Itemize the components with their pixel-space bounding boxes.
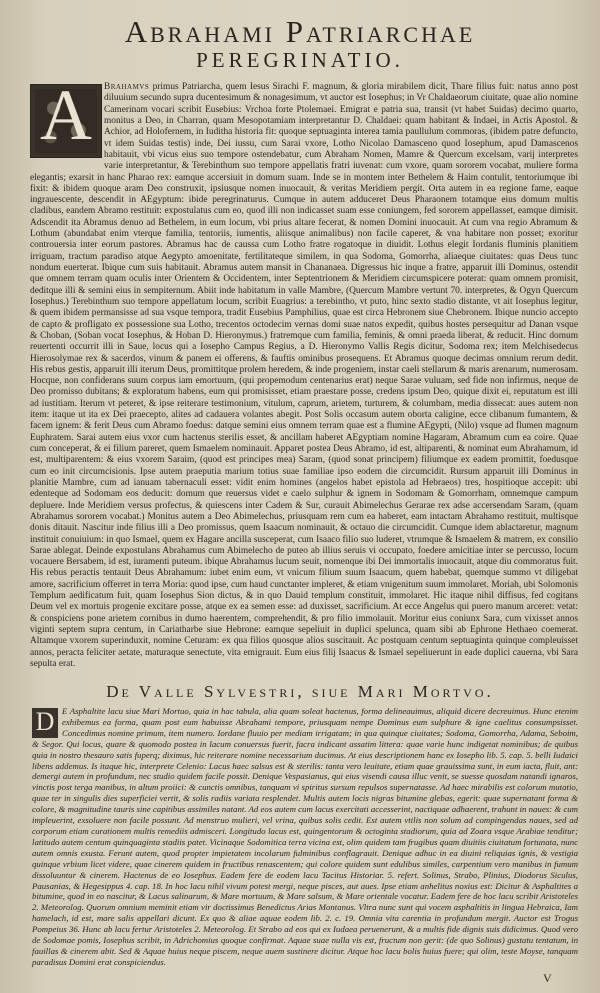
initial-letter-d: D xyxy=(35,707,55,736)
initial-spacer xyxy=(30,82,104,162)
signature-mark: V xyxy=(543,971,552,985)
page-title: Abrahami Patriarchae xyxy=(124,14,476,49)
body-paragraph: primus Patriarcha, quem Iesus Sirachi F. magnum, & gloria mirabilem dicit, Thare filius fuit: natus anno post diluuium secundo supra ducentesimum & nonagesimum, vt auctor est Iosephus; in Vr Chaldaeorum ciuitate, quae alio nomine Camerinam vocari scribit Eusebius: Vrchoa forte Ptolemaei. Emigrat e patria sua, transit (vt habet Suidas) decimo quarto, monitus a Deo, in Charran, quam Mesopotamiam interpretantur D. Chaldaei: quam habitant & Indaei, in Actis Apostol. & Achior, ad Holofernem, in Iuditha historia fit: quoque septuaginta interea tamia paullulum commoras, (ibidem patre defuncto, vt idem Suidas testis) inde, Dei iussu, cum Sarai vxore, Lotho Nicolao Damasceno quod Iosephum, apud Damascenos habitauit, vbi vicus eius suo tempore ostendebatur, cum Abraham Nomen, Mamre & Quercum excelsam, varij interpretes varie interpretantur, & Terebinthum suo tempore appellatis fratri iuvenat: cum vxore, quam sororem vocabat, muliere forma elegantis; exarsit in hanc Pharao rex: eamque accersiuit in domum suam. Inde se in montem inter Bethelem & Haim contulit, tentoriumque ibi fixit: & ibidem quoque aram Deo construxit, ipsiusque nomen inuocauit, & veritas Meridiem pergit. Orta autem in ea regione fame, eaque ingrauescente, descendit in AEgyptum: ibide peregrinaturus. Cumque in autem adduceret Deus Pharaonem totamque eius domum multis cladibus, eandem Abramo restituit: expostulatus cum eo, quod illi non indicasset suam esse coniungem, fed sororem appellasset, eamque dimisit. Adscendit ita Abramus denuo ad Bethelem, in eum locum, vbi prius altare fecerat, & nomen Domini inuocauit. At cum vna regio Abramum & Lothum (abundabat enim vterque familia, tentoriis, iumentis, aliisque animalibus) non facile caperet, & vna habitare non posset; exoritur controuersia inter eorum pastores. Abramus hac de caussa cum Lotho fratre rogatoque in diuidit. Lothus elegit Iordanis fluminis planitiem irriguam, tractum paradiso atque Aegypto amoenitate, fertilitateque similem, in qua Sodoma, Gomorrha, aliaeque ciuitates: quas Deus tunc nondum euerterat. Ibique cum suis habitauit. Abramus autem mansit in Chananaea. Digressus hic inque a fratre, apparuit illi Dominus, ostendit que omnem terram quam oculis inter Orientem & Occidentem, inter Septentrionem & Meridiem circumspicere poterat: quam omnem promisit, deditque illi & semini eius in sempiternum. Abiit inde habitatum in valle Mambre, (Quercum Mambre vertunt 70. interpretes, & Ogyn Quercum Iosephus.) Terebinthum suo tempore appellatum locum, scribit Euagrius: a terebintho, vt puto, hinc sexto stadio distante, vt ait Iosephus legitur, & quem ibidem permansisse ad sua vsque tempora, tradit Eusebius Pamphilius, quae est circa Hebronem siue Chebronem. Ibique nuncio accepto de capto & profligato ex possessione sua Lotho, trecentos octodecim vernas domi suae natos expedit, quibus hostes persequitur ad Danan vsque & Choban, (Soban vocat Iosephus, & Hoban D. Hieronymus.) fratremque cum familia, feminis, & omni praeda liberat, & reducit. Hinc domum reuertenti occurrit illi in Saue, locus qui a Iosepho Campus Regius, a D. Hieronymo Vallis Regis dicitur, Sodoma rex; item Melchisedecus Hierosolymae rex & sacerdos, vinum & panem ei offerens, & fauftis ominibus prosequens. Et Abramus quoque decimas omnium rerum dedit. His rebus gestis, apparuit illi iterum Deus, promittitque prolem heredem, & inde progeniem, instar caeli stellarum & maris arenarum, numerosam. Hocque, non confiderans suum corpus iam emortuum, (qui propemodum centenarius erat) neque Sarae vuluam, sed fide non infirmus, neque de Deo promisso dubitans; & exploratum habens, eum qui promisisset, etiam praestare posse, credens ipsum Deo, quique dixit ei, reputatum est illi ad iustitiam. Iterum vt peteret, & ipse reiterare testimonium, vitulum, caprum, arietem, turturem, & columbam, media dissecat: aues autem non item: itaque ut ita ex Dei praecepto, alites ad cadauera volantes abegit. Post Solis occasum autem oborta caligine, ecce clibanum fumantem, & facem ignem: & ferit Deus cum Abramo foedus: datque semini eius omnem terram quae est a flumine AEgypti, (Nilo) vsque ad flumen magnum Euphratem. Sarai autem eius vxor cum hactenus sterilis esset, & ancillam haberet AEgyptiam nomine Hagaram, Abramum cum ea coire. Quae cum conceperat, & ei filium pareret, quem Ismaelem nominauit. Apparet postea Deus Abramo, id est, altiparenti, & nominat eum Abrahamum, id est, multiparentem: & eius vxorem Saraim, (quod est principes mea) Saram, (quod sonat principem) filiumque ex eadem promittit, foedusque cum eo init circumcisionis. Ipse autem praeputia marium totius suae familiae ipso eodem die circumcidit. Rursum apparuit illi Dominus in planitie Mambre, cum ad ianuam tabernaculi esset: vidit enim homines (angelos habet epistola ad Hebraeos) tres, hospitioque accepit: ubi edenteque ad Sodomam eos deducit: domum que reuersus videt e caelo sulphur & ignem in Sodomam & Gomorrham, omnemque campum depluere. Inde Meridiem versus profectus, & quiescens inter Cadem & Sur, curauit Abimelechus Gerarae rex adse accersendam Saram, (quam Abrahamus sororem vocabat.) Monitus autem a Deo Abimelechus, priusquam rem cum ea haberet, eam intactam Abrahamo restituit, multisque donis ditauit. Nascitur inde filius illi a Deo promissus, quem Isaacum nominauit, & octauo die circumcidit. Cumque idem ablactaretur, magnum instituit conuiuium: in quo Ismael, quem ex Hagare ancilla susceperat, cum Isaaco filio suo luderet, vtrumque & Ismaelem & matrem, ex consilio Sarae ablegat. Deinde expostulans Abrahamus cum Abimelecho de puteo ab illius seruis vi occupato, foedere amicitiae inter se percusso, locum vocauere Bersabem, id est, iuramenti puteum. ibique Abrahamus lucum seuit, nomenque ibi Dei immortalis inuocauit, atque diu commoratus fuit. His rebus peractis tentauit Deus Abrahamum: iubet enim eum, vt vnicum filium suum Isaacum, quem habebat, quemque summo vt diligebat amore, sacrificium offerret in terra Moria: quod ipse, cum haud cunctanter impleret, & etiam vnigenitum suum immolaret. Moriah, ubi Solomonis Templum aedificatum fuit, quam Iosephus Sion dictus, & in quo Dauid templum constituit, immolaret. Hic itaque nihil diffisus, fed cogitans Deum vel ex mortuis progenie excitare posse, atque ex ea semen esse: ad duxisset, sacrificium. At ecce Angelus qui puero manum arceret: vetat: & conspiciens pone arietem cornibus in dumo haerentem, comprehendit, & pro filio immolauit. Moritur eius coniunx Sara, cum vixisset annos viginti septem supra centum, in Cariatharbe siue Hebrone: eamque sepeliuit in duplici spelunca, quam sibi ab Ephrone Hethaeo coemerat. Altamque vxorem superinduxit, nomine Ceturam: ex qua filios quosque alios suscitauit. Ac postquam centum septuaginta quinque compleuisset annos, peracta feliciter aetate, maturaque senectute, vita emigrauit. Eum eius filij Isaacus & Ismael sepeliuerunt in eade duplici cauerna, vbi Sara sepulta erat. xyxy=(30,82,578,669)
abraham-body-text xyxy=(30,82,578,670)
body-paragraph-2: E Asphaltite lacu siue Mari Mortuo, quia in hac tabula, alia quam soleat hactenus, forma delineauimus, aliquid dicere decreuimus. Hunc etenim exhibemus ea forma, quam post eum habuisse Abrahami tempore, priusquam nempe Dominus eum sulphure & igne caelitus consumpsisset. Concedimus nomine primum, item numero. Iordane fluuio per mediam irrigatam; in qua quinque ciuitates; Sodoma, Gomorrha, Adama, Seboim, & Segor. Qui locus, quare & quomodo postea in lacum conuersus fuerit, facra indicant assatim littera: quae varie hunc indigetat nominibus; de quibus quia in nostro thesauro satis fuperq; diximus, hic reiterare nomine necessarium ducimus. At eius descriptionem hanc ex Iosepho lib. 5. cap. 5. belli Iudaici libens addemus. Is itaque hic, interprete Celenio: Lacus haec salsus est & sterilis: tanta vero leuitate, etiam quae grauissima sunt, in eum iacta, fluit, ant: demergi autem in profundum, nec studio quidem facile possit. Denique Vespasianus, qui eius visendi causa illuc venit, se suesse quosdam natandi ignaros, vinctis post terga manibus, in altum proiici: & cunctis omnibus, tanquam vi spiritus sursum repulsos supernatasse. Ad haec mirabilis est colorum mutatio, quae ter in singulis dies superficiei vertit, & solis radiis variata resplendet. Multis autem locis nigras bitumine glebas, egerit: quae supernatant forma & colore, & magnitudine tauris sine capitibus assimiles natant. Ad eos autem cum lacus exercitati accesserint, nactiquae adhaerent, trahunt in naues: & cum impleuerint, exsoluere non facile possunt. Ad menstruo mulieri, vel vrina, quibus solis cedit. Est autem vtilis non solum ad compingendas naues, sed ad corporum etiam curationem multis remediis admisceri. Longitudo lacus est, quingentorum & octoginta stadiorum, quia ad Zoara vsque Arabiae tenditur; latitudo autem centum quinquaginta stadiis patet. Vicinaque Sodomitica terra vicina est, olim quidem tam frugibus quam diuitiis ciuitatum fortunata, nunc autem omnis exusta. Ferunt autem, quod propter impietatem incolarum fulminibus conflagrauit. Denique adhuc in ea diuini reliquias ignis, & vestigia quinque vrbium licet videre, quae cinerem quidem in fructibus renascentem; qui colore quidem sunt edulibus similes, carpentium vero manibus in fumum dissoluuntur & cinerem. Hactenus de eo Iosephus. Eadem fere de eodem lacu Tacitus Historiar. 5. refert. Solinus, Strabo, Plinius, Diodorus Siculus, Pausanias, & Hegesippus 4. cap. 18. In hoc lacu nihil vivum potest mergi, neque pisces, aut aues. Ipse etiam anhelitus noxius est: Dicitur & Asphaltites a bitumine, quod in eo nascitur, & Lacus salinarum, & Mare mortuum, & Mare salsum, & Mare orientale vocatur. Eadem fere de hoc lacu scribit Aristoteles 2. Meteorolog. Quorum omnium meminit etiam vir doctissimus Benedictus Arias Montanus. Vltra nunc sunt qui vocem asphaltitis in lingua Hebraica, Iam hamelach, id est, mare salis appellari dicunt. Ex quo & aliae aquae eodem lib. 2. c. 19. Omnia vita carentia in profundum mergit. Auctor est Trogus Pompeius 36. Hunc ab lacu fertur Aristoteles 2. Meteorolog. Et Strabo ad eos qui ex Iudaea peruenerunt, & a multis fide dignis suis didicimus. Quod vero de Sodomae pomis, Iosephus scribit, in Adrichomius quoque confirmat. Aquae suae nulla vis est, fructum non gerit: (de quo Solinus) gustatu tentatum, in fauillas & cinerem abit. Sed & Aquae huius neque piscem, neque auem sustinere dicitur. Atque hoc lacu bolis huius fuere; qui olim, teste Moyse, tanquam paradisus Domini erat conspiciendus. xyxy=(32,706,578,967)
section-heading: De Valle Sylvestri, siue Mari Mortvo. xyxy=(106,682,494,701)
dead-sea-body-text xyxy=(32,706,578,968)
page-subtitle: PEREGRINATIO. xyxy=(196,48,404,72)
initial-spacer-2 xyxy=(32,706,62,738)
initial-letter: A xyxy=(40,75,92,155)
first-word: Brahamvs xyxy=(104,82,150,92)
